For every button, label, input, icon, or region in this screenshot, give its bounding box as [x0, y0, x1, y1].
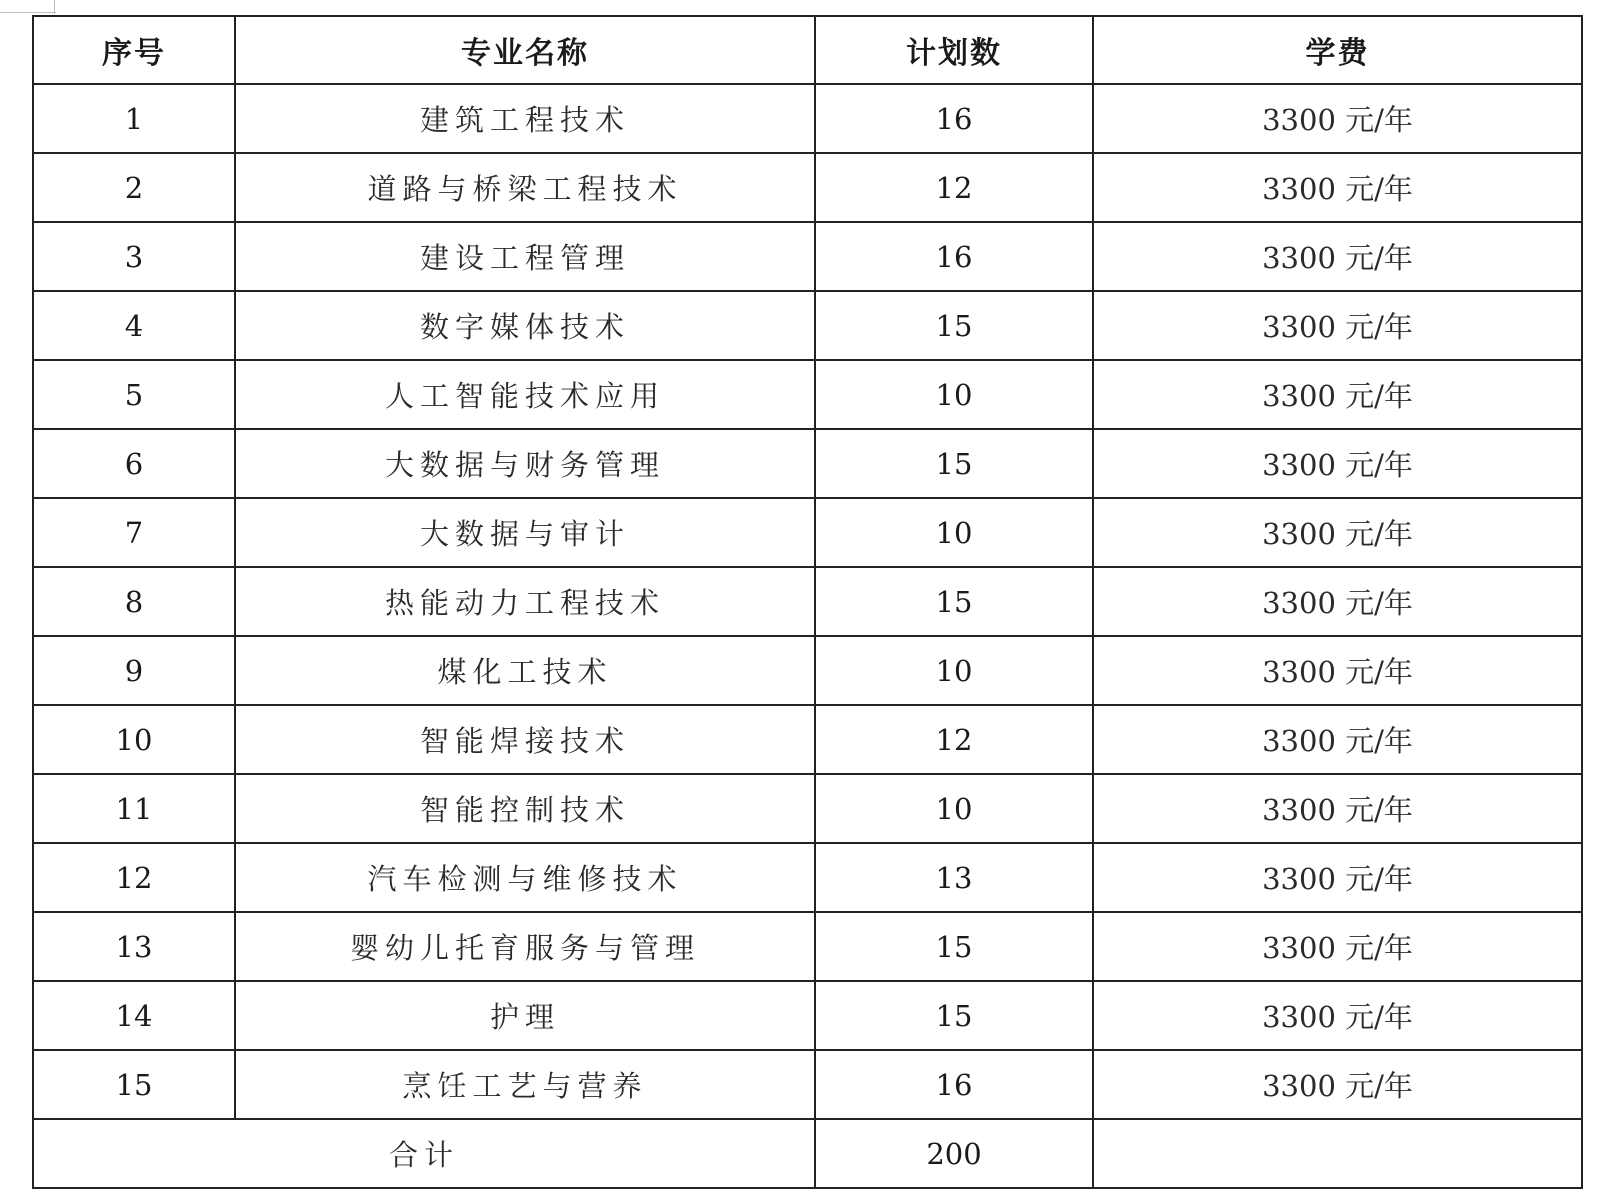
row-plan-count: 15: [815, 291, 1093, 360]
row-plan-count: 10: [815, 774, 1093, 843]
table-row: [33, 705, 1582, 774]
header-major-name: 专业名称: [235, 16, 815, 84]
row-tuition: 3300 元/年: [1093, 84, 1582, 153]
page-corner-mark: [54, 0, 55, 14]
header-plan-count: 计划数: [815, 16, 1093, 84]
row-plan-count: 12: [815, 153, 1093, 222]
row-tuition: 3300 元/年: [1093, 774, 1582, 843]
row-plan-count: 15: [815, 567, 1093, 636]
row-major-name: 热能动力工程技术: [235, 567, 815, 636]
row-tuition: 3300 元/年: [1093, 222, 1582, 291]
header-index: 序号: [33, 16, 235, 84]
table-row: [33, 84, 1582, 153]
row-plan-count: 10: [815, 498, 1093, 567]
row-tuition: 3300 元/年: [1093, 360, 1582, 429]
row-major-name: 智能焊接技术: [235, 705, 815, 774]
row-index: 10: [33, 705, 235, 774]
table-row: [33, 567, 1582, 636]
row-tuition: 3300 元/年: [1093, 1050, 1582, 1119]
row-index: 4: [33, 291, 235, 360]
row-plan-count: 15: [815, 981, 1093, 1050]
row-major-name: 汽车检测与维修技术: [235, 843, 815, 912]
row-plan-count: 13: [815, 843, 1093, 912]
table-row: [33, 498, 1582, 567]
row-major-name: 煤化工技术: [235, 636, 815, 705]
row-tuition: 3300 元/年: [1093, 291, 1582, 360]
enrollment-plan-table: [32, 15, 1583, 1189]
row-index: 3: [33, 222, 235, 291]
table-row: [33, 981, 1582, 1050]
row-plan-count: 10: [815, 636, 1093, 705]
row-major-name: 人工智能技术应用: [235, 360, 815, 429]
row-tuition: 3300 元/年: [1093, 498, 1582, 567]
row-index: 2: [33, 153, 235, 222]
total-tuition: [1093, 1119, 1582, 1188]
row-tuition: 3300 元/年: [1093, 981, 1582, 1050]
row-tuition: 3300 元/年: [1093, 153, 1582, 222]
row-plan-count: 15: [815, 912, 1093, 981]
row-tuition: 3300 元/年: [1093, 429, 1582, 498]
table-row: [33, 153, 1582, 222]
row-tuition: 3300 元/年: [1093, 912, 1582, 981]
row-tuition: 3300 元/年: [1093, 567, 1582, 636]
table-row: [33, 291, 1582, 360]
row-index: 6: [33, 429, 235, 498]
row-index: 11: [33, 774, 235, 843]
row-index: 7: [33, 498, 235, 567]
row-index: 1: [33, 84, 235, 153]
row-index: 5: [33, 360, 235, 429]
table-total-row: [33, 1119, 1582, 1188]
table-header-row: [33, 16, 1582, 84]
row-plan-count: 10: [815, 360, 1093, 429]
table-row: [33, 360, 1582, 429]
row-tuition: 3300 元/年: [1093, 843, 1582, 912]
table-row: [33, 912, 1582, 981]
row-major-name: 大数据与财务管理: [235, 429, 815, 498]
header-tuition: 学费: [1093, 16, 1582, 84]
table-row: [33, 636, 1582, 705]
row-index: 8: [33, 567, 235, 636]
table-body: [33, 84, 1582, 1188]
page-corner-mark: [0, 12, 56, 13]
row-plan-count: 16: [815, 1050, 1093, 1119]
row-index: 12: [33, 843, 235, 912]
row-tuition: 3300 元/年: [1093, 636, 1582, 705]
row-major-name: 智能控制技术: [235, 774, 815, 843]
row-index: 14: [33, 981, 235, 1050]
row-major-name: 婴幼儿托育服务与管理: [235, 912, 815, 981]
row-index: 15: [33, 1050, 235, 1119]
row-major-name: 烹饪工艺与营养: [235, 1050, 815, 1119]
row-plan-count: 15: [815, 429, 1093, 498]
table-row: [33, 222, 1582, 291]
table-row: [33, 429, 1582, 498]
row-major-name: 护理: [235, 981, 815, 1050]
row-major-name: 数字媒体技术: [235, 291, 815, 360]
row-major-name: 大数据与审计: [235, 498, 815, 567]
row-plan-count: 12: [815, 705, 1093, 774]
row-major-name: 建设工程管理: [235, 222, 815, 291]
table-row: [33, 843, 1582, 912]
row-plan-count: 16: [815, 84, 1093, 153]
row-major-name: 道路与桥梁工程技术: [235, 153, 815, 222]
row-major-name: 建筑工程技术: [235, 84, 815, 153]
row-index: 13: [33, 912, 235, 981]
table-row: [33, 774, 1582, 843]
row-tuition: 3300 元/年: [1093, 705, 1582, 774]
total-label: 合计: [33, 1119, 815, 1188]
row-plan-count: 16: [815, 222, 1093, 291]
total-plan-count: 200: [815, 1119, 1093, 1188]
row-index: 9: [33, 636, 235, 705]
table-row: [33, 1050, 1582, 1119]
